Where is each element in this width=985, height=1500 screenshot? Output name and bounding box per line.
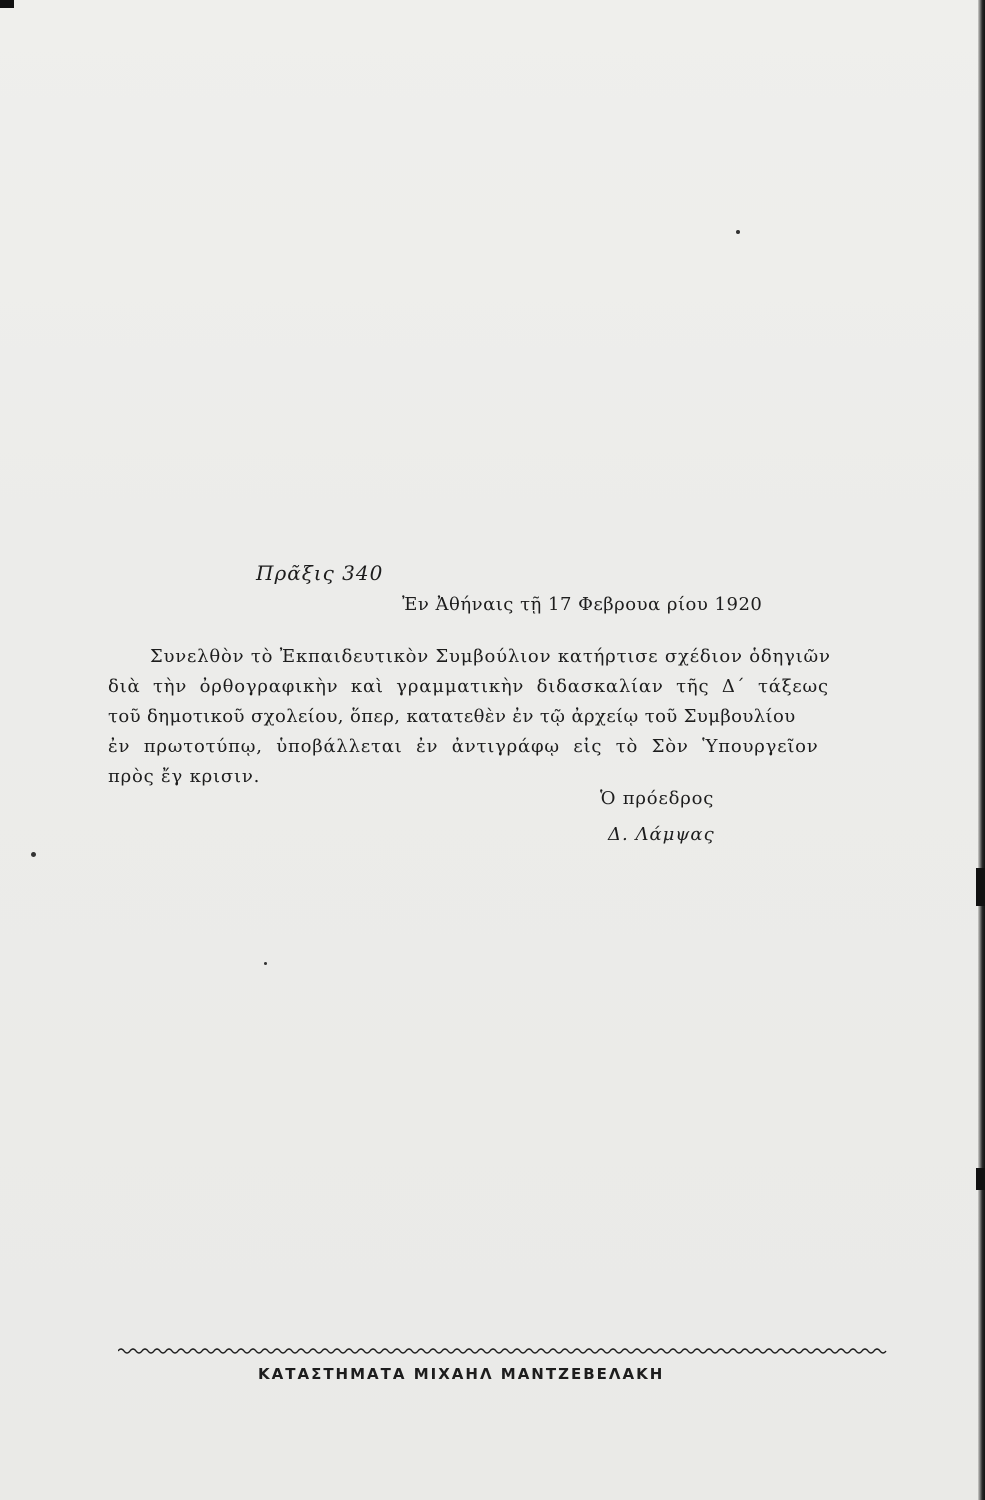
wavy-divider [118,1346,888,1356]
publisher-footer: ΚΑΤΑΣΤΗΜΑΤΑ ΜΙΧΑΗΛ ΜΑΝΤΖΕΒΕΛΑΚΗ [258,1365,665,1383]
scan-speck [736,230,740,234]
body-line: πρὸς ἔγ κρισιν. [108,766,261,787]
signer-title: Ὁ πρόεδρος [600,788,715,809]
scan-speck [264,962,267,965]
body-line: Συνελθὸν τὸ Ἐκπαιδευτικὸν Συμβούλιον κατήρτισε σχέδιον ὁδηγιῶν [150,646,831,667]
body-line: τοῦ δημοτικοῦ σχολείου, ὅπερ, κατατεθὲν ἐν τῷ ἀρχείῳ τοῦ Συμβουλίου [108,706,796,727]
body-line: διὰ τὴν ὀρθογραφικὴν καὶ γραμματικὴν διδασκαλίαν τῆς Δ΄ τάξεως [108,676,829,697]
scan-speck [31,852,36,857]
act-number: Πρᾶξις 340 [256,561,384,585]
page-edge-notch [976,1168,985,1190]
signer-name: Δ. Λάμψας [608,824,715,845]
scan-corner-mark [0,0,14,8]
date-line: Ἐν Ἀθήναις τῇ 17 Φεβρουα ρίου 1920 [402,594,763,615]
page-edge-notch [976,868,985,906]
body-line: ἐν πρωτοτύπῳ, ὑποβάλλεται ἐν ἀντιγράφῳ εἰς τὸ Σὸν Ὑπουργεῖον [108,736,819,757]
page-edge-shadow [978,0,985,1500]
